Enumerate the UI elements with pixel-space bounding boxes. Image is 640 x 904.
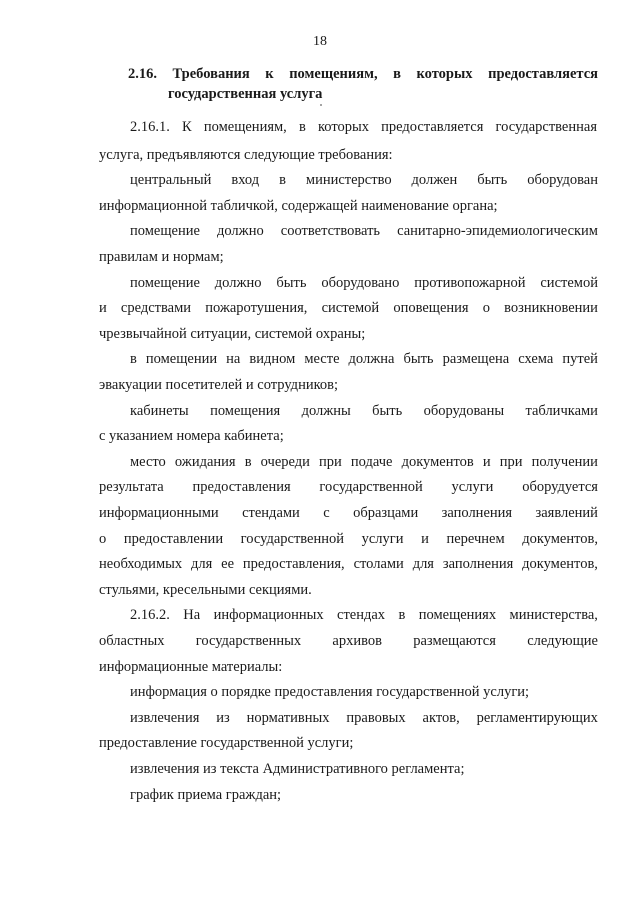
word: образцами — [353, 505, 419, 521]
word: министерства, — [509, 607, 598, 623]
word: в — [393, 66, 401, 82]
word: документов — [401, 454, 474, 470]
word: нормативных — [246, 710, 330, 726]
word: предоставления, — [242, 556, 345, 572]
word: извлечения — [130, 710, 200, 726]
section-heading-line-2: государственная услуга — [168, 86, 323, 102]
word: помещениях — [418, 607, 497, 623]
word: предоставляется — [381, 119, 484, 135]
text-line — [99, 631, 598, 651]
word: услуги — [451, 479, 494, 495]
text-line — [99, 503, 598, 523]
word: актов, — [422, 710, 460, 726]
word: которых — [317, 119, 369, 135]
word: табличками — [525, 403, 598, 419]
section-heading-line-1 — [128, 64, 598, 84]
word: схема — [518, 351, 554, 367]
word: на — [226, 351, 241, 367]
word: быть — [477, 172, 508, 188]
word: для — [412, 556, 434, 572]
word: должен — [411, 172, 458, 188]
word: заполнения — [442, 556, 514, 572]
word: Требования — [172, 66, 250, 82]
word: в — [279, 172, 286, 188]
text-line — [99, 554, 598, 574]
word: информационными — [99, 505, 219, 521]
word: государственной — [240, 531, 345, 547]
text-line — [130, 170, 598, 190]
word: быть — [276, 275, 307, 291]
word: при — [499, 454, 523, 470]
word: ее — [221, 556, 235, 572]
word: кабинеты — [130, 403, 189, 419]
word: о — [482, 300, 490, 316]
word: оповещения — [393, 300, 469, 316]
word: место — [130, 454, 166, 470]
word: помещениям, — [203, 119, 287, 135]
word: средствами — [120, 300, 192, 316]
word: регламентирующих — [476, 710, 598, 726]
word: стендах — [337, 607, 386, 623]
word: оборудован — [527, 172, 598, 188]
word: помещения — [210, 403, 281, 419]
word: оборудуется — [522, 479, 598, 495]
text-line: предоставление государственной услуги; — [99, 735, 354, 751]
word: государственная — [495, 119, 597, 135]
word: услуги — [361, 531, 404, 547]
text-line: извлечения из текста Административного регламента; — [130, 761, 465, 777]
text-line — [130, 273, 598, 293]
word: 2.16.1. — [130, 119, 170, 135]
word: в — [398, 607, 406, 623]
text-line — [130, 221, 598, 241]
word: правовых — [346, 710, 406, 726]
scan-speck — [320, 104, 322, 106]
text-line — [99, 529, 598, 549]
text-line — [130, 708, 598, 728]
word: и — [482, 454, 491, 470]
word: результата — [99, 479, 164, 495]
word: оборудовано — [321, 275, 400, 291]
word: помещениям, — [289, 66, 378, 82]
word: 2.16. — [128, 66, 157, 82]
text-line: услуга, предъявляются следующие требования: — [99, 147, 393, 163]
text-line: с указанием номера кабинета; — [99, 428, 284, 444]
word: оборудованы — [423, 403, 505, 419]
word: государственной — [319, 479, 423, 495]
word: в — [298, 119, 306, 135]
word: предоставления — [192, 479, 291, 495]
text-line — [130, 349, 598, 369]
text-line: стульями, кресельными секциями. — [99, 582, 312, 598]
word: следующие — [527, 633, 598, 649]
word: На — [183, 607, 201, 623]
word: которых — [416, 66, 473, 82]
word: системой — [540, 275, 598, 291]
text-line — [99, 298, 598, 318]
text-line: информационной табличкой, содержащей наименование органа; — [99, 198, 498, 214]
word: с — [323, 505, 330, 521]
word: и — [99, 300, 107, 316]
word: столами — [353, 556, 404, 572]
word: противопожарной — [414, 275, 526, 291]
word: вход — [231, 172, 260, 188]
text-line: правилам и нормам; — [99, 249, 224, 265]
word: получении — [531, 454, 598, 470]
word: помещение — [130, 223, 200, 239]
text-line — [130, 401, 598, 421]
word: к — [265, 66, 274, 82]
word: документов, — [522, 556, 598, 572]
word: размещаются — [413, 633, 496, 649]
word: санитарно-эпидемиологическим — [397, 223, 598, 239]
word: должна — [348, 351, 395, 367]
word: при — [319, 454, 342, 470]
text-line: эвакуации посетителей и сотрудников; — [99, 377, 339, 393]
word: месте — [304, 351, 340, 367]
word: заполнения — [441, 505, 513, 521]
word: министерство — [305, 172, 392, 188]
word: соответствовать — [280, 223, 381, 239]
word: областных — [99, 633, 165, 649]
word: очереди — [260, 454, 310, 470]
text-line — [130, 452, 598, 472]
word: о — [99, 531, 107, 547]
word: заявлений — [535, 505, 598, 521]
word: для — [190, 556, 213, 572]
word: К — [182, 119, 192, 135]
word: центральный — [130, 172, 212, 188]
word: документов, — [522, 531, 598, 547]
word: ожидания — [174, 454, 236, 470]
word: путей — [562, 351, 598, 367]
text-line: чрезвычайной ситуации, системой охраны; — [99, 326, 366, 342]
word: должны — [301, 403, 351, 419]
word: из — [216, 710, 230, 726]
word: в — [244, 454, 252, 470]
word: возникновении — [504, 300, 598, 316]
word: и — [421, 531, 429, 547]
word: быть — [403, 351, 434, 367]
text-line — [130, 117, 597, 137]
word: быть — [372, 403, 403, 419]
word: размещена — [442, 351, 510, 367]
word: помещение — [130, 275, 200, 291]
text-line: график приема граждан; — [130, 787, 282, 803]
word: видном — [249, 351, 296, 367]
word: должно — [217, 223, 264, 239]
word: информационных — [213, 607, 324, 623]
word: стендами — [242, 505, 300, 521]
word: государственных — [195, 633, 302, 649]
text-line — [130, 605, 598, 625]
text-line: информация о порядке предоставления государственной услуги; — [130, 684, 530, 700]
text-line — [99, 477, 598, 497]
text-line: информационные материалы: — [99, 659, 283, 675]
page-number: 18 — [313, 34, 327, 49]
word: предоставлении — [123, 531, 224, 547]
word: предоставляется — [488, 66, 598, 82]
word: в — [130, 351, 137, 367]
word: пожаротушения, — [205, 300, 308, 316]
word: необходимых — [99, 556, 183, 572]
word: системой — [321, 300, 380, 316]
word: перечнем — [446, 531, 505, 547]
word: должно — [214, 275, 262, 291]
word: помещении — [145, 351, 218, 367]
word: архивов — [332, 633, 382, 649]
word: 2.16.2. — [130, 607, 170, 623]
word: подаче — [350, 454, 393, 470]
section-heading — [128, 64, 598, 104]
